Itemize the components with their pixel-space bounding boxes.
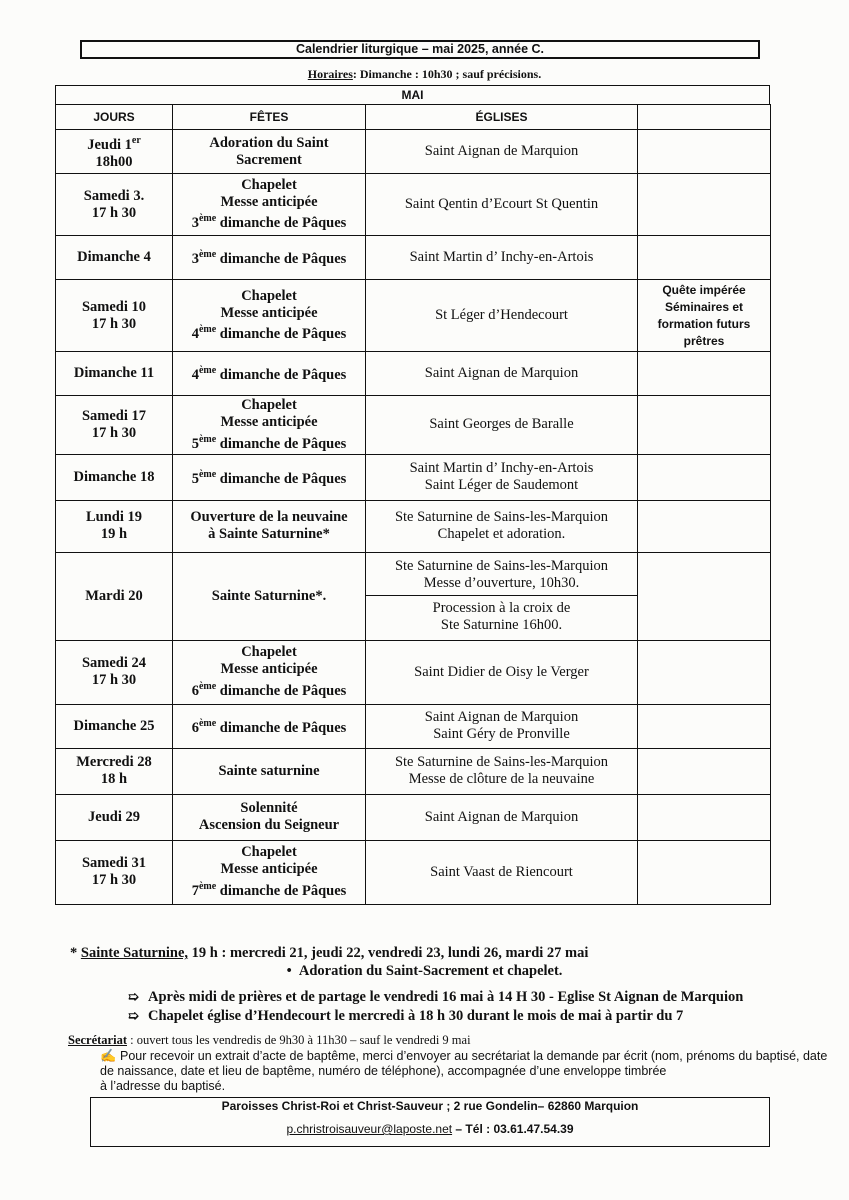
day-cell	[56, 748, 173, 794]
cell-line: 6ème dimanche de Pâques	[191, 718, 347, 737]
cell-line: Adoration du Saint	[209, 134, 329, 151]
cell-line: 18 h	[100, 771, 128, 788]
table-row	[56, 640, 771, 704]
feast-cell	[173, 704, 366, 748]
cell-line: 4ème dimanche de Pâques	[191, 324, 347, 343]
cell-line: 3ème dimanche de Pâques	[191, 249, 347, 268]
feast-cell	[173, 396, 366, 455]
cell-line: Messe anticipée	[220, 414, 318, 430]
cell-line: Messe anticipée	[220, 861, 318, 878]
cell-line: Messe anticipée	[220, 661, 318, 678]
col-header-fetes: FÊTES	[173, 105, 366, 130]
cell-line: Messe de clôture de la neuvaine	[408, 771, 595, 788]
feast-cell	[173, 454, 366, 500]
note-cell	[638, 640, 771, 704]
cell-line: Lundi 19	[85, 509, 143, 526]
day-cell	[56, 454, 173, 500]
cell-line: 17 h 30	[91, 872, 137, 889]
bapteme-text: Pour recevoir un extrait d’acte de baptême, merci d’envoyer au secrétariat la demande par écrit (nom, prénoms du baptisé, date de naissance, date et lieu de baptême, numéro de téléphone), accompagnée d’une enveloppe timbrée	[100, 1049, 828, 1078]
table-row	[56, 130, 771, 174]
cell-line: Ste Saturnine de Sains-les-Marquion	[394, 754, 609, 771]
parish-address: Paroisses Christ-Roi et Christ-Sauveur ; 2 rue Gondelin– 62860 Marquion	[221, 1099, 639, 1113]
feast-cell	[173, 130, 366, 174]
church-cell	[366, 748, 638, 794]
horaires-text: : Dimanche : 10h30 ; sauf précisions.	[352, 67, 542, 81]
contact-line	[91, 1122, 769, 1136]
day-cell	[56, 130, 173, 174]
cell-line: Messe anticipée	[220, 193, 318, 210]
email-link[interactable]: p.christroisauveur@laposte.net	[286, 1122, 453, 1136]
church-cell	[366, 130, 638, 174]
note-cell	[638, 840, 771, 904]
cell-line: 18h00	[95, 153, 133, 170]
col-header-jours: JOURS	[56, 105, 173, 130]
note-cell	[638, 454, 771, 500]
feast-cell	[173, 840, 366, 904]
address-box	[90, 1097, 770, 1147]
cell-line: Dimanche 25	[73, 717, 155, 734]
adoration-note	[0, 963, 849, 980]
cell-line: Chapelet	[241, 176, 297, 193]
day-cell	[56, 174, 173, 236]
cell-line: Saint Georges de Baralle	[429, 416, 574, 433]
calendar-body	[56, 130, 771, 905]
day-cell	[56, 352, 173, 396]
feast-cell	[173, 640, 366, 704]
adoration-text: Adoration du Saint-Sacrement et chapelet.	[298, 963, 563, 979]
cell-line: Saint Aignan de Marquion	[424, 808, 579, 825]
cell-line: Chapelet	[241, 397, 297, 413]
horaires-label: Horaires	[307, 67, 353, 81]
cell-line: Saint Léger de Saudemont	[424, 477, 579, 494]
note-cell	[638, 280, 771, 352]
feast-cell	[173, 352, 366, 396]
day-cell	[56, 640, 173, 704]
church-cell	[366, 174, 638, 236]
table-row	[56, 840, 771, 904]
cell-line: Saint Martin d’ Inchy-en-Artois	[409, 460, 594, 477]
cell-line: Chapelet	[241, 287, 297, 304]
church-subcell-morning	[366, 558, 637, 596]
saturnine-note	[70, 945, 849, 962]
cell-line: Messe d’ouverture, 10h30.	[423, 575, 580, 592]
table-row	[56, 704, 771, 748]
arrow-icon: ➯	[128, 989, 139, 1004]
cell-line: Séminaires et	[664, 299, 744, 314]
day-cell	[56, 236, 173, 280]
saturnine-label: Sainte Saturnine,	[80, 945, 189, 961]
cell-line: Procession à la croix de	[432, 600, 571, 617]
feast-cell	[173, 280, 366, 352]
cell-line: Chapelet et adoration.	[437, 526, 566, 543]
church-cell	[366, 840, 638, 904]
secretariat-line	[68, 1033, 828, 1048]
cell-line: Jeudi 29	[88, 808, 140, 825]
cell-line: Saint Didier de Oisy le Verger	[414, 663, 589, 680]
cell-line: St Léger d’Hendecourt	[435, 307, 568, 323]
table-row	[56, 794, 771, 840]
cell-line: Dimanche 18	[73, 468, 155, 485]
secretariat-hours: : ouvert tous les vendredis de 9h30 à 11h30 – sauf le vendredi 9 mai	[127, 1033, 471, 1047]
table-row	[56, 748, 771, 794]
cell-line: 17 h 30	[91, 424, 137, 441]
feast-cell	[173, 174, 366, 236]
church-cell	[366, 640, 638, 704]
cell-line: 6ème dimanche de Pâques	[191, 681, 347, 700]
bapteme-text-2: à l’adresse du baptisé.	[100, 1079, 226, 1093]
table-row	[56, 552, 771, 640]
church-cell	[366, 396, 638, 455]
cell-line: Saint Qentin d’Ecourt St Quentin	[404, 196, 599, 212]
month-header: MAI	[55, 85, 770, 104]
announcement-1	[128, 989, 828, 1006]
day-cell	[56, 500, 173, 552]
table-row	[56, 280, 771, 352]
horaires-line	[0, 67, 849, 82]
day-cell	[56, 840, 173, 904]
day-cell	[56, 396, 173, 455]
feast-cell	[173, 236, 366, 280]
arrow-icon: ➯	[128, 1008, 139, 1023]
cell-line: Mardi 20	[85, 587, 143, 604]
table-row	[56, 396, 771, 455]
cell-line: Jeudi 1er	[87, 135, 141, 153]
cell-line: Saint Aignan de Marquion	[424, 143, 579, 159]
star-symbol: *	[70, 945, 81, 961]
cell-line: Samedi 24	[81, 655, 147, 672]
cell-line: Mercredi 28	[76, 754, 152, 771]
note-cell	[638, 748, 771, 794]
cell-line: 4ème dimanche de Pâques	[191, 365, 347, 384]
cell-line: Saint Géry de Pronville	[433, 726, 570, 743]
day-cell	[56, 552, 173, 640]
cell-line: 5ème dimanche de Pâques	[191, 434, 347, 452]
cell-line: Dimanche 4	[77, 249, 151, 265]
note-cell	[638, 704, 771, 748]
bullet-icon: •	[286, 963, 292, 979]
cell-line: Saint Aignan de Marquion	[424, 365, 579, 381]
liturgical-calendar-table	[55, 104, 771, 905]
cell-line: Ste Saturnine 16h00.	[440, 617, 563, 634]
col-header-eglises: ÉGLISES	[366, 105, 638, 130]
cell-line: formation futurs	[657, 316, 751, 331]
church-cell	[366, 280, 638, 352]
note-cell	[638, 130, 771, 174]
cell-line: prêtres	[683, 333, 725, 348]
cell-line: Samedi 31	[81, 855, 147, 872]
cell-line: 17 h 30	[91, 204, 137, 221]
day-cell	[56, 794, 173, 840]
table-row	[56, 352, 771, 396]
cell-line: 7ème dimanche de Pâques	[191, 881, 347, 900]
table-row	[56, 454, 771, 500]
table-row	[56, 236, 771, 280]
feast-cell	[173, 748, 366, 794]
secretariat-label: Secrétariat	[68, 1033, 127, 1047]
note-cell	[638, 794, 771, 840]
table-row	[56, 174, 771, 236]
church-cell	[366, 236, 638, 280]
note-cell	[638, 500, 771, 552]
saturnine-dates: 19 h : mercredi 21, jeudi 22, vendredi 23, lundi 26, mardi 27 mai	[188, 945, 589, 961]
church-cell	[366, 454, 638, 500]
writing-hand-icon: ✍	[100, 1048, 117, 1063]
cell-line: 17 h 30	[91, 672, 137, 689]
cell-line: 17 h 30	[91, 315, 137, 332]
cell-line: Saint Martin d’ Inchy-en-Artois	[409, 249, 594, 265]
cell-line: Ste Saturnine de Sains-les-Marquion	[394, 509, 609, 526]
cell-line: Quête impérée	[662, 282, 746, 297]
cell-line: 19 h	[100, 526, 128, 543]
cell-line: Ascension du Seigneur	[198, 817, 340, 834]
announcement-2-text: Chapelet église d’Hendecourt le mercredi à 18 h 30 durant le mois de mai à partir du 7	[148, 1008, 684, 1024]
cell-line: 3ème dimanche de Pâques	[191, 213, 347, 232]
bapteme-note	[100, 1048, 830, 1094]
cell-line: 5ème dimanche de Pâques	[191, 469, 347, 488]
day-cell	[56, 704, 173, 748]
note-cell	[638, 352, 771, 396]
cell-line: Dimanche 11	[73, 365, 155, 381]
cell-line: Chapelet	[241, 844, 297, 861]
note-cell	[638, 396, 771, 455]
feast-cell	[173, 794, 366, 840]
cell-line: Solennité	[240, 800, 298, 817]
cell-line: Messe anticipée	[220, 304, 318, 321]
church-cell	[366, 352, 638, 396]
announcement-1-text: Après midi de prières et de partage le vendredi 16 mai à 14 H 30 - Eglise St Aignan de Marquion	[148, 989, 744, 1005]
day-cell	[56, 280, 173, 352]
church-cell	[366, 552, 638, 640]
cell-line: Saint Aignan de Marquion	[424, 709, 579, 726]
cell-line: Sainte saturnine	[218, 762, 320, 779]
phone-number: – Tél : 03.61.47.54.39	[452, 1122, 574, 1136]
church-cell	[366, 500, 638, 552]
cell-line: à Sainte Saturnine*	[208, 526, 330, 543]
church-cell	[366, 704, 638, 748]
col-header-notes	[638, 105, 771, 130]
cell-line: Chapelet	[241, 644, 297, 661]
announcement-2	[128, 1008, 828, 1025]
cell-line: Sacrement	[236, 151, 302, 168]
cell-line: Samedi 17	[81, 407, 147, 424]
note-cell	[638, 552, 771, 640]
church-cell	[366, 794, 638, 840]
cell-line: Ouverture de la neuvaine	[190, 509, 348, 526]
cell-line: Samedi 10	[81, 298, 147, 315]
feast-cell	[173, 500, 366, 552]
table-header-row	[56, 105, 771, 130]
cell-line: Samedi 3.	[83, 187, 145, 204]
note-cell	[638, 236, 771, 280]
cell-line: Ste Saturnine de Sains-les-Marquion	[394, 558, 609, 575]
feast-cell	[173, 552, 366, 640]
cell-line: Saint Vaast de Riencourt	[430, 863, 573, 880]
cell-line: Sainte Saturnine*.	[211, 587, 327, 604]
church-subcell-afternoon	[369, 596, 634, 634]
calendar-title: Calendrier liturgique – mai 2025, année C.	[80, 40, 760, 59]
table-row	[56, 500, 771, 552]
note-cell	[638, 174, 771, 236]
